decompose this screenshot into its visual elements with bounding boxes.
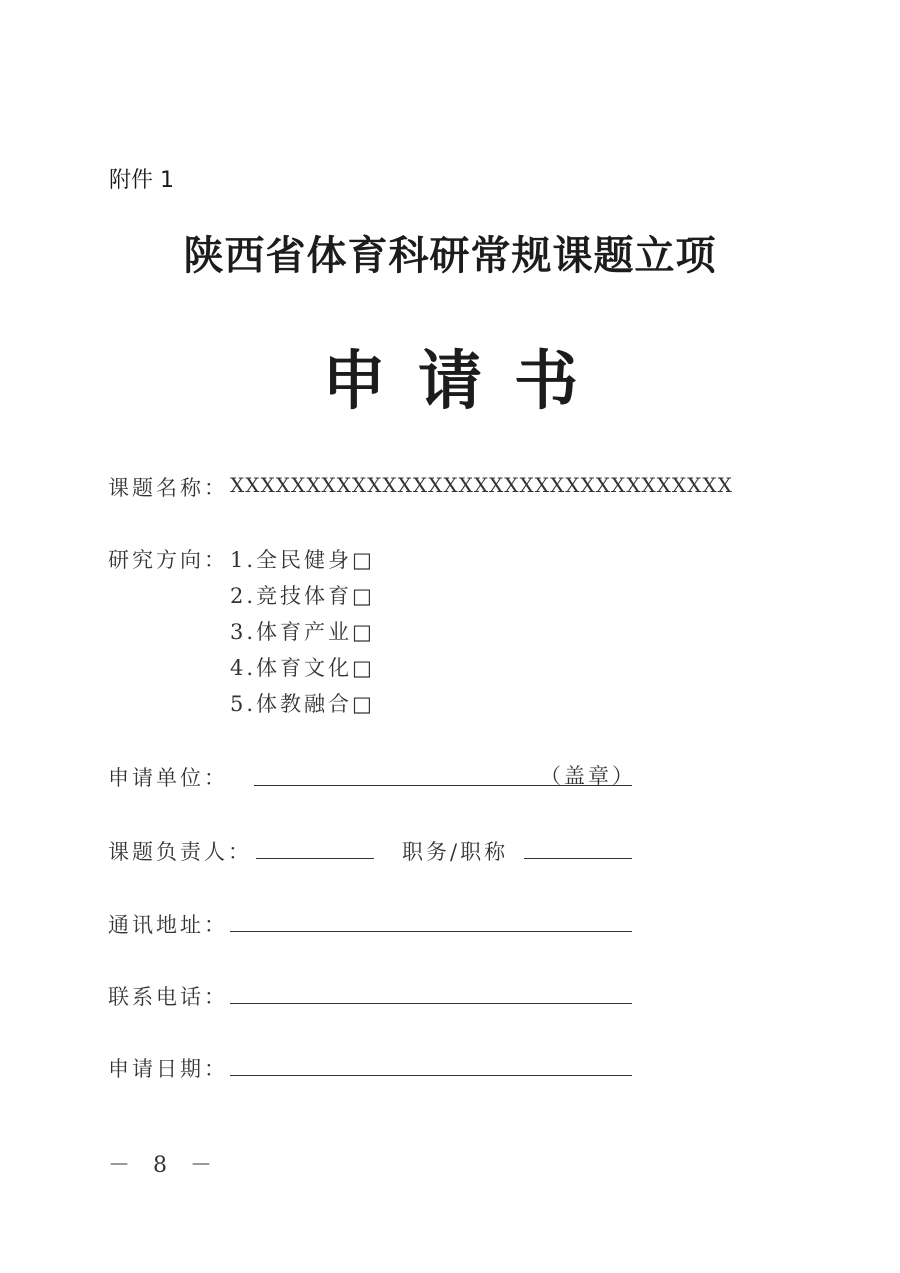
direction-option: 2.竞技体育□: [230, 584, 375, 608]
applicant-unit-label: 申请单位：: [108, 766, 228, 790]
date-label: 申请日期：: [108, 1057, 228, 1081]
leader-label: 课题负责人：: [108, 840, 252, 864]
topic-name-value: XXXXXXXXXXXXXXXXXXXXXXXXXXXXXXXXX: [230, 473, 733, 497]
seal-note: （盖章）: [540, 764, 636, 788]
direction-option: 1.全民健身□: [230, 548, 375, 572]
position-line: [524, 858, 632, 859]
leader-line: [256, 858, 374, 859]
attachment-label: 附件 1: [109, 168, 174, 193]
document-title: 陕西省体育科研常规课题立项: [183, 232, 717, 279]
direction-option: 5.体教融合□: [230, 692, 375, 716]
phone-line: [230, 1003, 632, 1004]
direction-option: 4.体育文化□: [230, 656, 375, 680]
address-line: [230, 931, 632, 932]
phone-label: 联系电话：: [108, 985, 228, 1009]
direction-option: 3.体育产业□: [230, 620, 375, 644]
page-number: － 8 －: [108, 1153, 220, 1178]
address-label: 通讯地址：: [108, 913, 228, 937]
position-label: 职务/职称: [402, 840, 509, 864]
document-subtitle: 申请书: [322, 344, 610, 419]
direction-label: 研究方向：: [108, 548, 228, 572]
date-line: [230, 1075, 632, 1076]
topic-name-label: 课题名称：: [108, 476, 228, 500]
